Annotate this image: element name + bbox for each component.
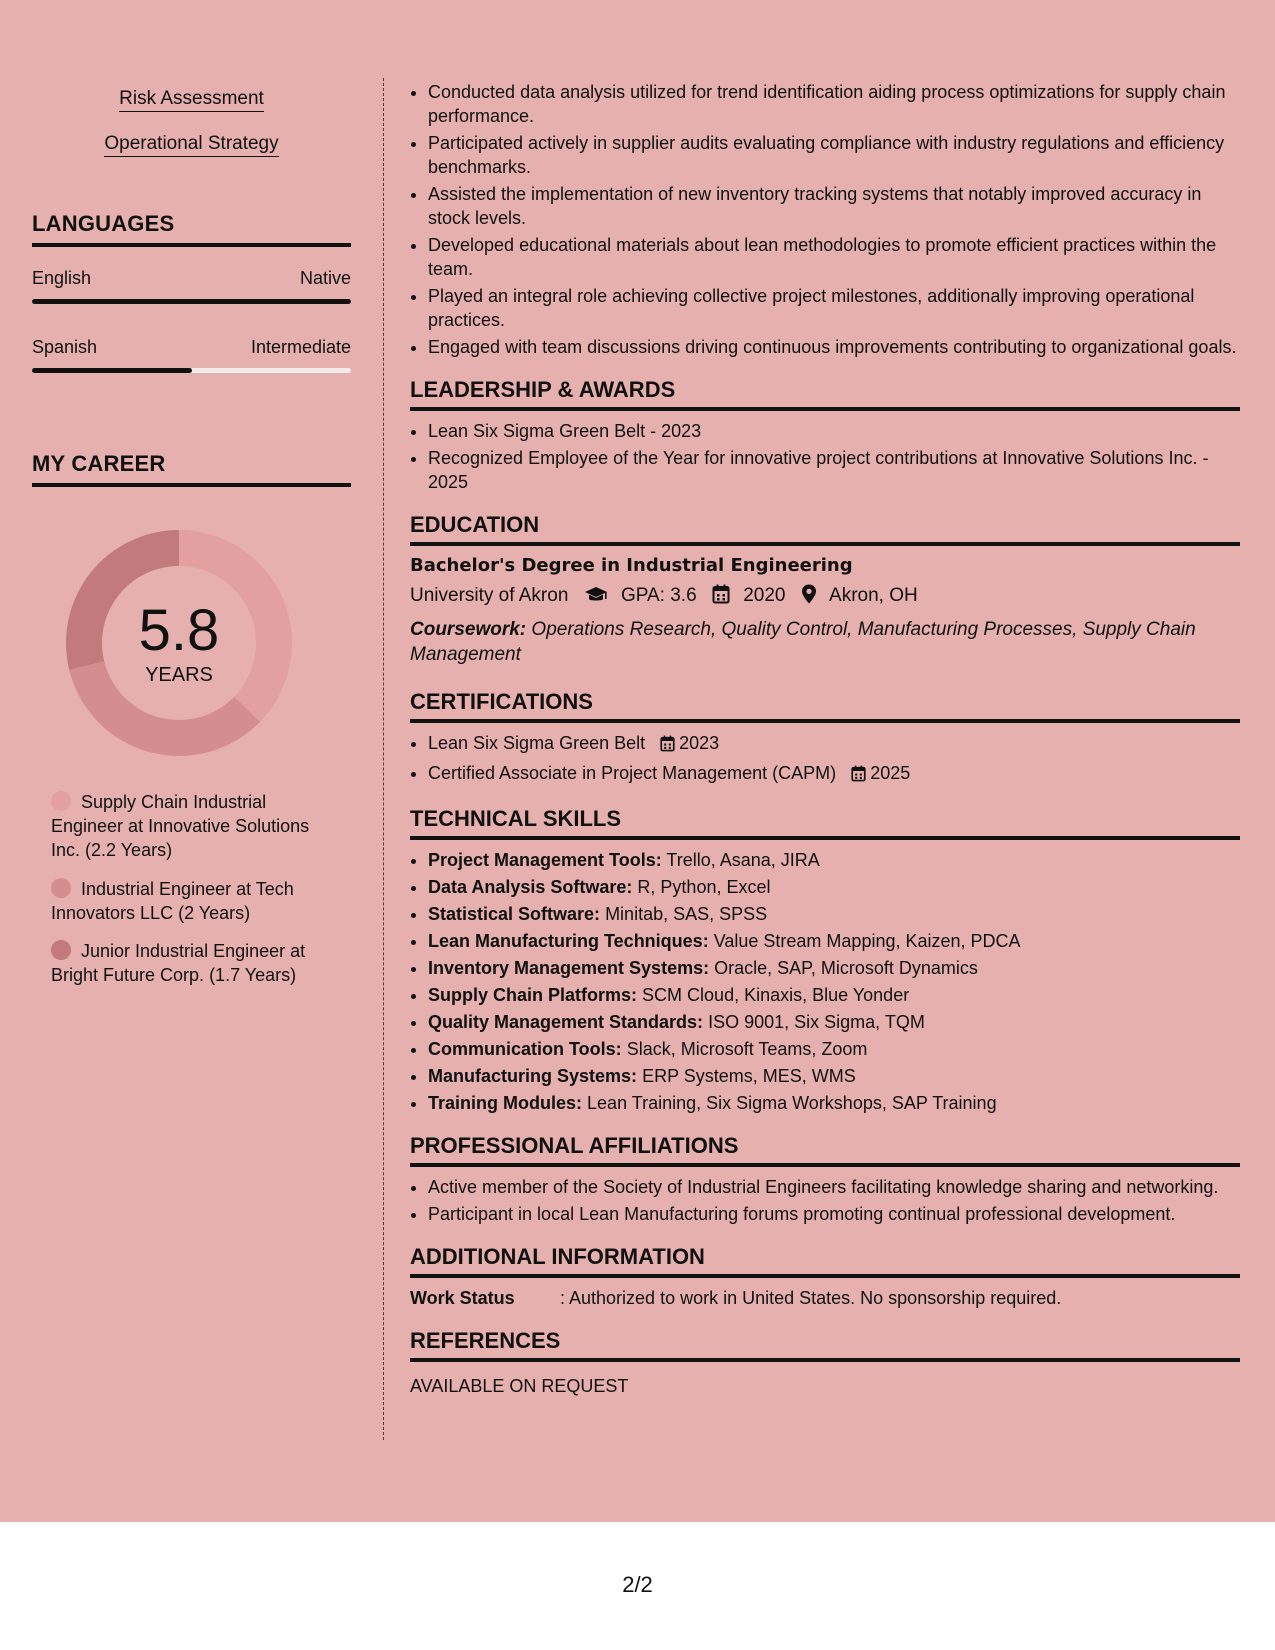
list-item: • Inventory Management Systems: Oracle, SAP, Microsoft Dynamics [428,956,1240,980]
work-status-value: : Authorized to work in United States. No sponsorship required. [560,1288,1062,1308]
main-content [410,80,1240,1398]
certifications-list [410,731,1240,788]
affiliations-heading: PROFESSIONAL AFFILIATIONS [410,1133,1240,1167]
column-divider [383,78,384,1440]
list-item: • Lean Six Sigma Green Belt - 2023 [428,419,1240,443]
list-item: • Participated actively in supplier audits evaluating compliance with industry regulations and efficiency benchmarks. [428,131,1240,179]
career-heading: MY CAREER [32,451,351,487]
list-item: • Engaged with team discussions driving continuous improvements contributing to organizational goals. [428,335,1240,359]
legend-dot [51,940,71,960]
list-item: • Manufacturing Systems: ERP Systems, MES, WMS [428,1064,1240,1088]
references-heading: REFERENCES [410,1328,1240,1362]
education-heading: EDUCATION [410,512,1240,546]
list-item: • Active member of the Society of Industrial Engineers facilitating knowledge sharing and networking. [428,1175,1240,1199]
certification-year: 2025 [870,763,911,783]
languages-heading: LANGUAGES [32,211,351,247]
coursework-list: Operations Research, Quality Control, Manufacturing Processes, Supply Chain Management [410,619,1196,665]
legend-dot [51,791,71,811]
certification-year: 2023 [679,733,720,753]
technical-skills-list [410,848,1240,1115]
map-pin-icon [801,584,817,611]
technical-skills-heading: TECHNICAL SKILLS [410,806,1240,840]
language-proficiency-bar [32,368,351,373]
language-proficiency-bar [32,299,351,304]
coursework-label: Coursework: [410,619,527,640]
language-row [32,268,351,289]
proficiency-fill [32,368,192,373]
list-item: • Supply Chain Platforms: SCM Cloud, Kinaxis, Blue Yonder [428,983,1240,1007]
references-text: AVAILABLE ON REQUEST [410,1376,629,1396]
language-level: Native [299,268,351,288]
career-donut-chart [66,530,292,756]
language-name: Spanish [32,337,98,357]
language-level: Intermediate [250,337,351,357]
degree-title: Bachelor's Degree in Industrial Engineering [410,555,853,576]
list-item: • Lean Manufacturing Techniques: Value Stream Mapping, Kaizen, PDCA [428,929,1240,953]
list-item: • Quality Management Standards: ISO 9001, Six Sigma, TQM [428,1010,1240,1034]
list-item: • Recognized Employee of the Year for innovative project contributions at Innovative Solutions Inc. - 2025 [428,446,1240,494]
list-item: • Developed educational materials about lean methodologies to promote efficient practices within the team. [428,233,1240,281]
calendar-icon [851,764,866,788]
certification-name: Certified Associate in Project Management (CAPM) [428,763,837,783]
page-number: 2/2 [622,1572,653,1597]
additional-info-heading: ADDITIONAL INFORMATION [410,1244,1240,1278]
list-item: • Assisted the implementation of new inventory tracking systems that notably improved accuracy in stock levels. [428,182,1240,230]
graduation-year: 2020 [743,585,786,606]
work-status-label: Work Status [410,1288,515,1308]
list-item: • Communication Tools: Slack, Microsoft Teams, Zoom [428,1037,1240,1061]
list-item: • Played an integral role achieving collective project milestones, additionally improving operational practices. [428,284,1240,332]
career-legend-item: Industrial Engineer at Tech Innovators LLC (2 Years) [51,879,294,923]
list-item: • Statistical Software: Minitab, SAS, SPSS [428,902,1240,926]
career-legend-item: Supply Chain Industrial Engineer at Innovative Solutions Inc. (2.2 Years) [51,792,310,860]
skill-tag: Risk Assessment [32,88,351,110]
career-total: 5.8 [138,598,220,663]
school-name: University of Akron [410,585,569,606]
list-item [428,761,1240,788]
coursework [410,617,1240,667]
proficiency-fill [32,299,351,304]
affiliations-list [410,1175,1240,1226]
skill-tag: Operational Strategy [32,133,351,155]
list-item: • Data Analysis Software: R, Python, Excel [428,875,1240,899]
leadership-heading: LEADERSHIP & AWARDS [410,377,1240,411]
list-item: • Conducted data analysis utilized for trend identification aiding process optimizations for supply chain performance. [428,80,1240,128]
list-item [428,731,1240,758]
list-item: • Participant in local Lean Manufacturing forums promoting continual professional development. [428,1202,1240,1226]
career-unit: YEARS [145,664,213,686]
gpa: GPA: 3.6 [620,585,697,606]
experience-bullets [410,80,1240,359]
education-details [410,584,1240,611]
certification-name: Lean Six Sigma Green Belt [428,733,646,753]
language-name: English [32,268,92,288]
graduation-cap-icon [584,586,608,611]
leadership-list [410,419,1240,494]
list-item: • Training Modules: Lean Training, Six Sigma Workshops, SAP Training [428,1091,1240,1115]
language-row [32,337,351,358]
list-item: • Project Management Tools: Trello, Asana, JIRA [428,848,1240,872]
legend-dot [51,878,71,898]
certifications-heading: CERTIFICATIONS [410,689,1240,723]
calendar-icon [712,584,730,611]
career-legend-item: Junior Industrial Engineer at Bright Future Corp. (1.7 Years) [51,941,306,985]
calendar-icon [660,734,675,758]
work-status-row [410,1286,1240,1310]
school-location: Akron, OH [829,585,918,606]
